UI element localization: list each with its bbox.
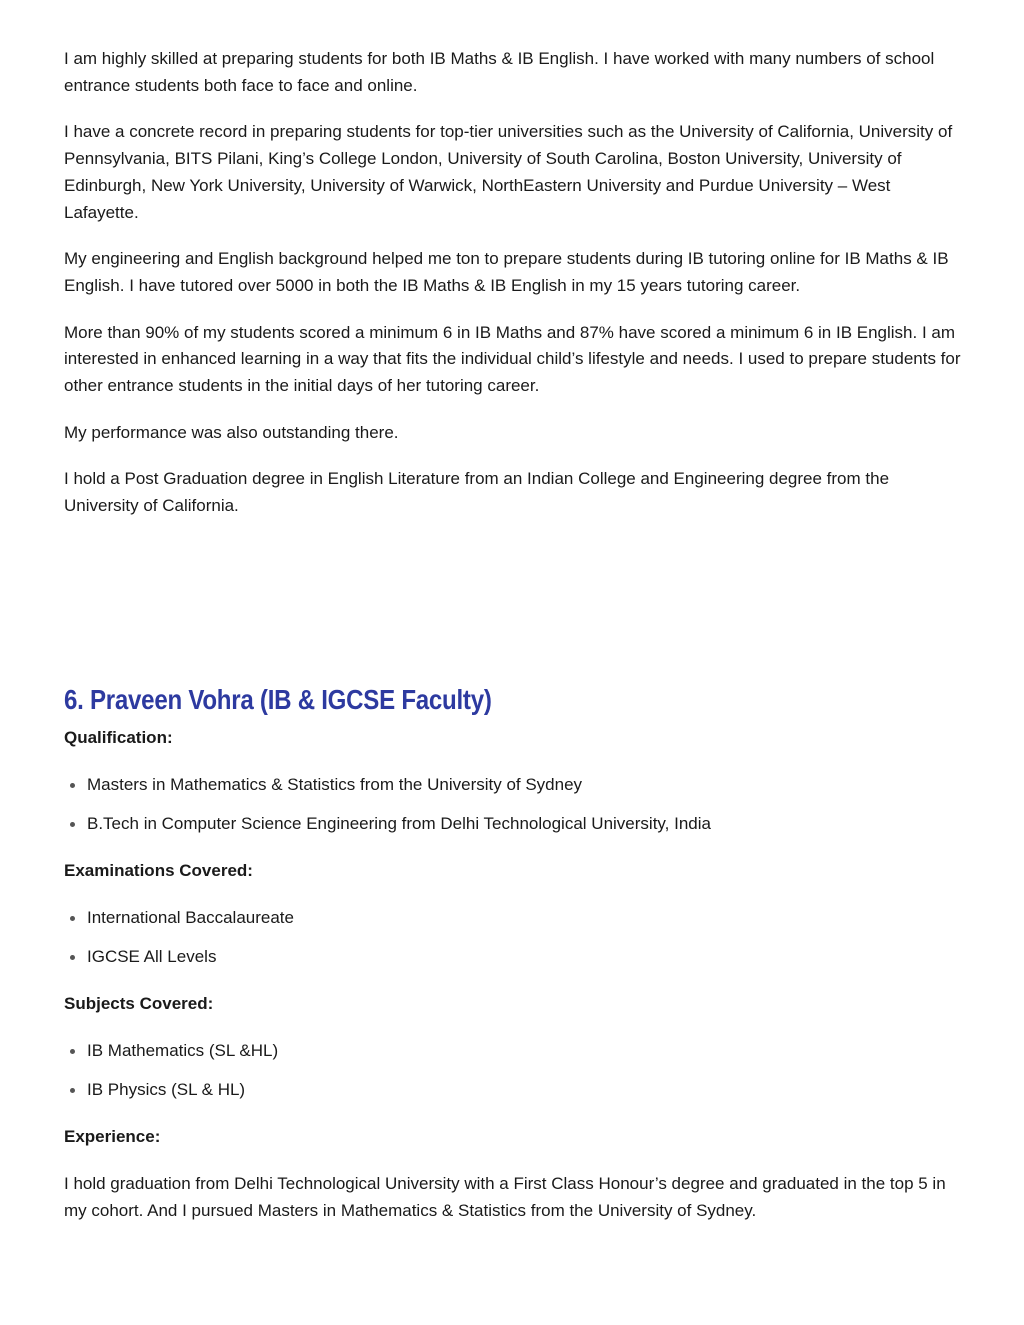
experience-label: Experience: (64, 1126, 161, 1146)
faculty-heading: 6. Praveen Vohra (IB & IGCSE Faculty) (64, 683, 492, 715)
document-page (64, 46, 964, 1244)
intro-section (64, 46, 964, 520)
intro-paragraph: I have a concrete record in preparing students for top-tier universities such as the University of California, University of Pennsylvania, BITS Pilani, King’s College London, University of South Carolina, Boston University, University of Edinburgh, New York University, University of Warwick, NorthEastern University and Purdue University – West Lafayette. (64, 122, 953, 222)
bullet-icon (70, 916, 75, 921)
intro-paragraph: My performance was also outstanding there. (64, 422, 399, 442)
faculty-profile-section (64, 683, 964, 1224)
bullet-icon (70, 783, 75, 788)
examinations-label: Examinations Covered: (64, 860, 253, 880)
list-item-text: IB Physics (SL & HL) (87, 1079, 246, 1099)
bullet-icon (70, 822, 75, 827)
bullet-icon (70, 1088, 75, 1093)
section-spacer (64, 540, 964, 683)
intro-paragraph: I hold a Post Graduation degree in English Literature from an Indian College and Engineering degree from the University of California. (64, 469, 890, 516)
list-item (64, 811, 964, 837)
intro-paragraph: I am highly skilled at preparing students for both IB Maths & IB English. I have worked with many numbers of school entrance students both face to face and online. (64, 49, 935, 95)
list-item (64, 772, 964, 798)
intro-paragraph: My engineering and English background helped me ton to prepare students during IB tutoring online for IB Maths & IB English. I have tutored over 5000 in both the IB Maths & IB English in my 15 years tutoring career. (64, 249, 949, 295)
list-item-text: International Baccalaureate (87, 907, 294, 927)
experience-paragraph: I hold graduation from Delhi Technological University with a First Class Honour’s degree and graduated in the top 5 in my cohort. And I pursued Masters in Mathematics & Statistics from the University of Sydney. (64, 1173, 946, 1220)
qualification-label: Qualification: (64, 727, 173, 747)
list-item (64, 905, 964, 931)
subjects-list (64, 1038, 964, 1103)
examinations-list (64, 905, 964, 970)
bullet-icon (70, 1049, 75, 1054)
list-item-text: B.Tech in Computer Science Engineering from Delhi Technological University, India (87, 813, 711, 833)
list-item (64, 1077, 964, 1103)
intro-paragraph: More than 90% of my students scored a minimum 6 in IB Maths and 87% have scored a minimum 6 in IB English. I am interested in enhanced learning in a way that fits the individual child’s lifestyle and needs. I used to prepare students for other entrance students in the initial days of her tutoring career. (64, 322, 961, 396)
list-item-text: IGCSE All Levels (87, 946, 217, 966)
subjects-label: Subjects Covered: (64, 993, 214, 1013)
list-item-text: Masters in Mathematics & Statistics from the University of Sydney (87, 774, 583, 794)
list-item-text: IB Mathematics (SL &HL) (87, 1040, 279, 1060)
list-item (64, 1038, 964, 1064)
list-item (64, 944, 964, 970)
qualification-list (64, 772, 964, 837)
bullet-icon (70, 955, 75, 960)
